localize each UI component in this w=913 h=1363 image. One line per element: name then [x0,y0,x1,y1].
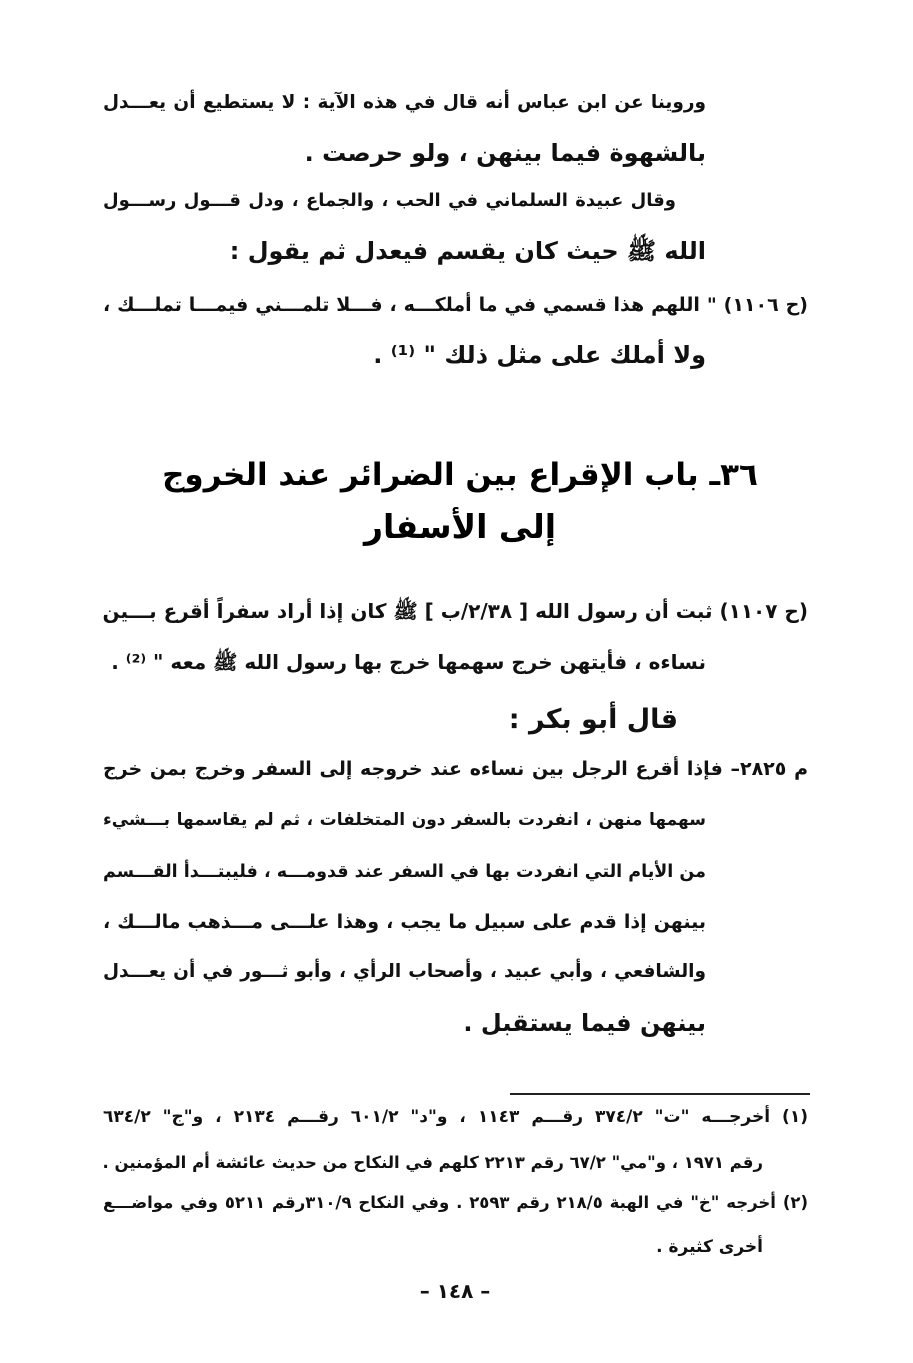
hadith-text-line: (ح ١١٠٧) ثبت أن رسول الله [ ٢/٣٨/ب ] ﷺ كان إذا أراد سفراً أقرع بـــين [102,599,808,623]
hadith-text-line: ولا أملك على مثل ذلك " ⁽¹⁾ . [373,341,706,369]
hadith-text-line: (ح ١١٠٦) " اللهم هذا قسمي في ما أملكـــه ، فـــلا تلمـــني فيمـــا تملـــك ، [103,294,808,316]
section-label: قال أبو بكر : [508,704,678,735]
masala-text-line: سهمها منهن ، انفردت بالسفر دون المتخلفات ، ثم لم يقاسمها بـــشيء [103,810,706,830]
masala-text-line: والشافعي ، وأبي عبيد ، وأصحاب الرأي ، وأبو ثـــور في أن يعـــدل [103,961,706,982]
body-text-line: وقال عبيدة السلماني في الحب ، والجماع ، ودل قـــول رســـول [103,190,676,211]
hadith-text-line: نساءه ، فأيتهن خرج سهمها خرج بها رسول الله ﷺ معه " ⁽²⁾ . [111,650,706,674]
chapter-heading: ٣٦ـ باب الإقراع بين الضرائر عند الخروج [162,457,758,493]
chapter-heading-continuation: إلى الأسفار [363,507,557,546]
masala-text-line: بينهن إذا قدم على سبيل ما يجب ، وهذا علـــى مـــذهب مالـــك ، [103,911,706,933]
footnote-line: رقم ١٩٧١ ، و"مي" ٦٧/٢ رقم ٢٢١٣ كلهم في النكاح من حديث عائشة أم المؤمنين . [102,1153,763,1172]
body-text-line: بالشهوة فيما بينهن ، ولو حرصت . [304,139,706,167]
masala-text-line: بينهن فيما يستقبل . [463,1009,706,1037]
footnote-line: أخرى كثيرة . [656,1237,763,1257]
masala-text-line: من الأيام التي انفردت بها في السفر عند قدومـــه ، فليبتـــدأ القـــسم [103,862,706,882]
footnote-line: (١) أخرجـــه "ت" ٣٧٤/٢ رقـــم ١١٤٣ ، و"د" ٦٠١/٢ رقـــم ٢١٣٤ ، و"ج" ٦٣٤/٢ [103,1107,808,1127]
footnote-separator [510,1093,810,1095]
page-number: – ١٤٨ – [419,1279,491,1303]
body-text-line: الله ﷺ حيث كان يقسم فيعدل ثم يقول : [229,237,706,265]
footnote-line: (٢) أخرجه "خ" في الهبة ٢١٨/٥ رقم ٢٥٩٣ . وفي النكاح ٣١٠/٩رقم ٥٢١١ وفي مواضـــع [103,1193,808,1212]
masala-text-line: م ٢٨٢٥– فإذا أقرع الرجل بين نساءه عند خروجه إلى السفر وخرج بمن خرج [103,758,808,780]
body-text-line: وروينا عن ابن عباس أنه قال في هذه الآية : لا يستطيع أن يعـــدل [103,92,706,113]
